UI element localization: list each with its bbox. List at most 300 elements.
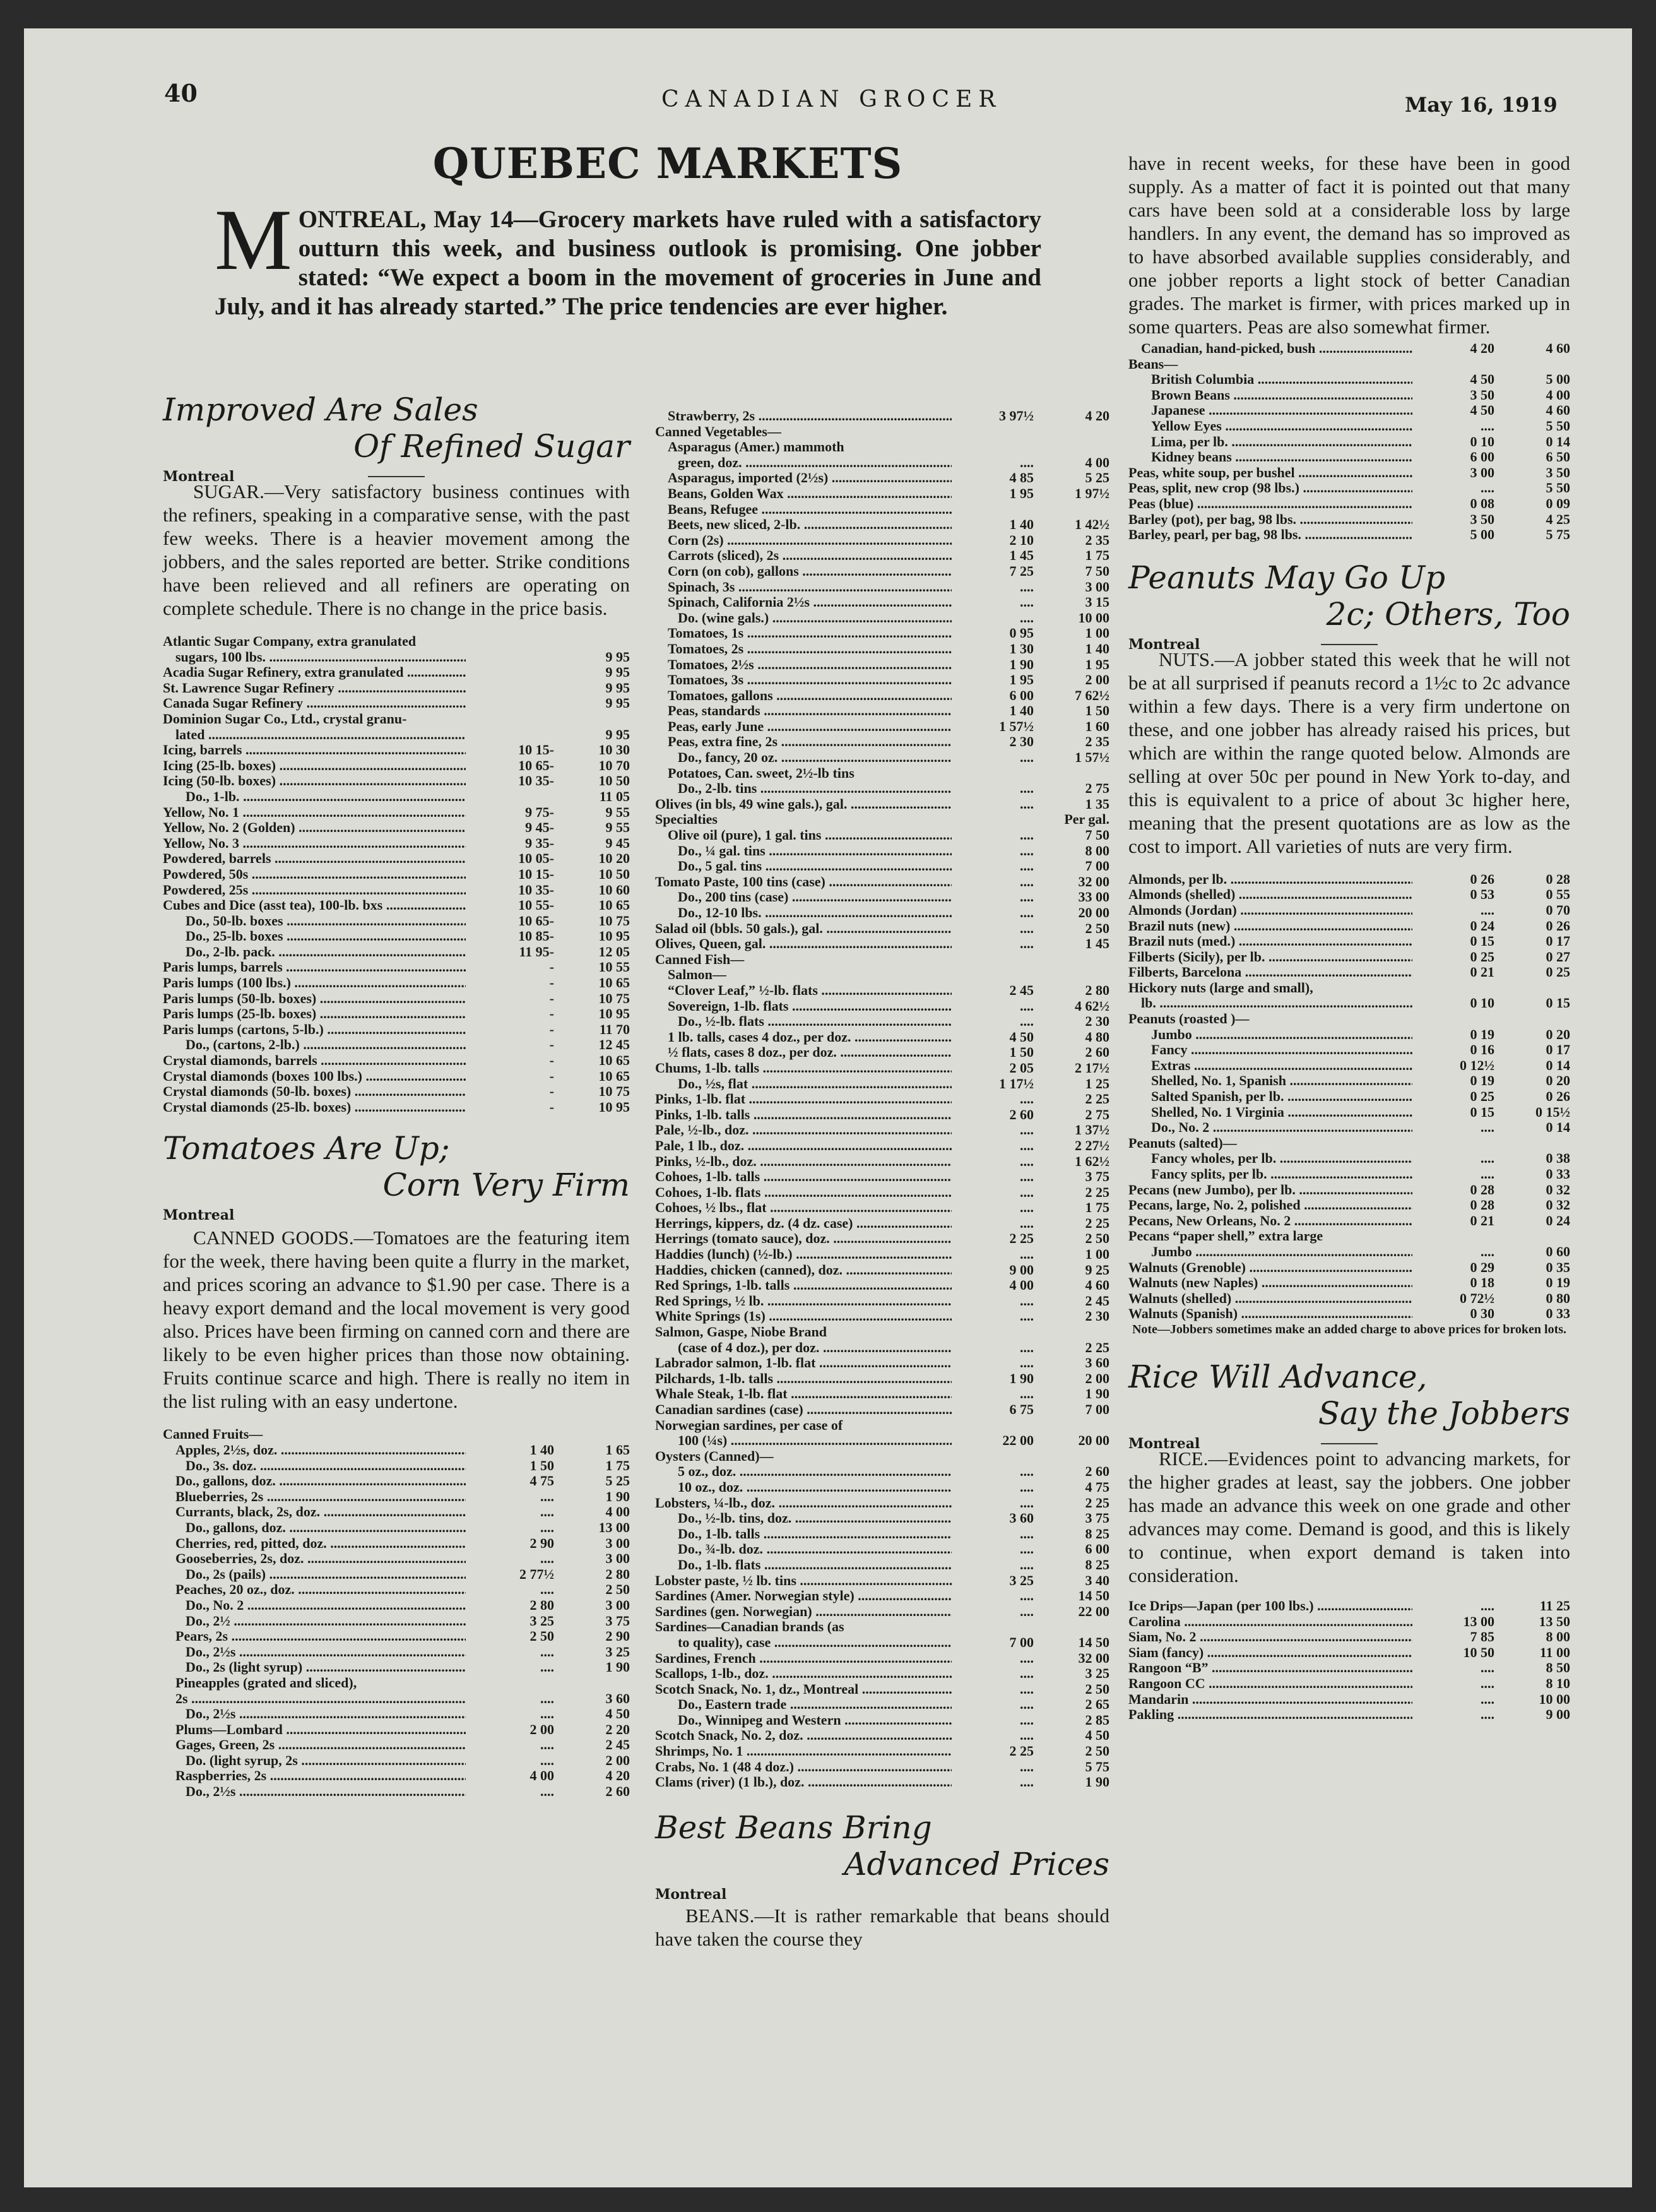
price-low: 10 65- — [518, 913, 554, 929]
price-high: 2 00 — [605, 1752, 630, 1768]
price-row — [163, 960, 630, 975]
price-row — [655, 1216, 1109, 1232]
price-row — [1128, 887, 1570, 903]
price-high: 1 90 — [1085, 1775, 1109, 1790]
item-name: Do., 2½ ..... — [163, 1614, 466, 1629]
price-row — [163, 867, 630, 883]
item-name: Sardines, French ..... — [655, 1651, 952, 1667]
price-low: .... — [1020, 1650, 1034, 1666]
price-low: .... — [540, 1582, 554, 1598]
item-name: Do., 200 tins (case) ..... — [655, 889, 952, 905]
price-low: .... — [1020, 1542, 1034, 1557]
price-high: 0 33 — [1546, 1306, 1570, 1322]
item-name: Beets, new sliced, 2-lb. ..... — [655, 517, 952, 533]
price-low: .... — [540, 1660, 554, 1675]
price-low: 0 30 — [1470, 1306, 1494, 1322]
price-high: 2 30 — [1085, 1309, 1109, 1324]
price-row — [655, 1386, 1109, 1402]
price-row — [655, 859, 1109, 874]
price-low: 7 00 — [1009, 1634, 1034, 1650]
price-high: 1 90 — [1085, 1386, 1109, 1402]
price-low: 9 75- — [525, 804, 554, 820]
price-row — [655, 1107, 1109, 1123]
price-low: .... — [1020, 796, 1034, 812]
price-row — [1128, 372, 1570, 388]
price-row — [655, 1247, 1109, 1263]
item-name: Do., 5 gal. tins ..... — [655, 859, 952, 874]
item-name: Herrings, kippers, dz. (4 dz. case) ..... — [655, 1216, 952, 1232]
price-row — [163, 1536, 630, 1552]
item-name: Canned Fish— — [655, 951, 745, 967]
price-high: 3 00 — [605, 1551, 630, 1567]
item-name: Do., 1-lb. flats ..... — [655, 1557, 952, 1573]
price-high: 9 45 — [605, 835, 630, 851]
item-name: 1 lb. talls, cases 4 doz., per doz. ..... — [655, 1030, 952, 1045]
price-high — [1034, 967, 1109, 983]
rice-text: Evidences point to advancing markets, for the higher grades at least, say the jobbers. One jobber has made an advance this week on one grade and other advances may come. Demand is good, and this is likely to continue, when export demand is taken into consideration. — [1128, 1447, 1570, 1586]
item-name: Canadian, hand-picked, bush ..... — [1128, 341, 1412, 357]
item-name: Salmon, Gaspe, Niobe Brand — [655, 1324, 827, 1340]
nuts-price-table — [1128, 872, 1570, 1322]
price-row — [1128, 388, 1570, 403]
price-high: 8 10 — [1546, 1675, 1570, 1691]
price-row — [163, 1069, 630, 1085]
price-low: 0 53 — [1470, 887, 1494, 903]
item-name: Atlantic Sugar Company, extra granulated — [163, 634, 417, 649]
item-name: Ice Drips—Japan (per 100 lbs.) ..... — [1128, 1598, 1412, 1614]
price-high: 1 42½ — [1075, 517, 1109, 533]
price-low: 0 72½ — [1460, 1290, 1494, 1306]
price-low: 1 30 — [1009, 641, 1034, 657]
price-low: 1 90 — [1009, 1371, 1034, 1386]
item-name: Beans, Refugee ..... — [655, 502, 952, 518]
item-name: Filberts, Barcelona ..... — [1128, 965, 1412, 980]
item-name: Cherries, red, pitted, doz. ..... — [163, 1536, 466, 1552]
canned-heading-line2: Corn Very Firm — [382, 1167, 630, 1204]
price-high: 4 62½ — [1075, 998, 1109, 1014]
item-name: Do., 50-lb. boxes ..... — [163, 913, 466, 929]
price-row — [163, 711, 630, 727]
price-row — [163, 883, 630, 898]
price-high: 2 00 — [1085, 672, 1109, 688]
price-row — [655, 1045, 1109, 1061]
item-name: Do., No. 2 ..... — [1128, 1120, 1412, 1136]
price-low: .... — [540, 1519, 554, 1535]
price-row — [655, 936, 1109, 952]
price-low: 4 00 — [529, 1768, 554, 1784]
price-low: 2 00 — [529, 1721, 554, 1737]
price-low: 0 19 — [1470, 1026, 1494, 1042]
rice-price-table — [1128, 1598, 1570, 1723]
item-name: Do., No. 2 ..... — [163, 1598, 466, 1614]
price-high: 1 60 — [1085, 718, 1109, 734]
price-row — [655, 1200, 1109, 1216]
price-low: 0 15 — [1470, 1104, 1494, 1120]
item-name: lated ..... — [163, 727, 466, 743]
price-low: 0 95 — [1009, 626, 1034, 641]
price-low: 4 75 — [529, 1473, 554, 1489]
price-row — [655, 1355, 1109, 1371]
price-row — [1128, 403, 1570, 419]
item-name: Do., 2s (pails) ..... — [163, 1567, 466, 1583]
item-name: Walnuts (Spanish) ..... — [1128, 1306, 1412, 1322]
price-low: .... — [1020, 1293, 1034, 1309]
price-high: 2 50 — [1085, 1744, 1109, 1759]
item-name: 2s ..... — [163, 1691, 466, 1707]
item-name: Almonds (Jordan) ..... — [1128, 903, 1412, 919]
price-row — [655, 517, 1109, 533]
price-high: 0 20 — [1546, 1026, 1570, 1042]
price-row — [655, 1557, 1109, 1573]
price-row — [1128, 1244, 1570, 1260]
item-name: Do., ½-lb. flats ..... — [655, 1014, 952, 1030]
price-high: 7 00 — [1085, 859, 1109, 874]
price-row — [163, 1675, 630, 1691]
price-high: 2 45 — [605, 1737, 630, 1753]
item-name: Paris lumps (cartons, 5-lb.) ..... — [163, 1022, 466, 1038]
price-row — [163, 944, 630, 960]
price-low: 3 60 — [1009, 1511, 1034, 1526]
price-low: 1 40 — [529, 1442, 554, 1458]
price-low: 9 00 — [1009, 1262, 1034, 1278]
price-low: .... — [1020, 1697, 1034, 1713]
price-high: 3 60 — [1085, 1355, 1109, 1371]
price-low: 0 08 — [1470, 496, 1494, 511]
price-high: 2 50 — [1085, 920, 1109, 936]
item-name: Powdered, 50s ..... — [163, 867, 466, 883]
price-row — [655, 1371, 1109, 1387]
price-row — [163, 1427, 630, 1442]
price-low: 10 50 — [1463, 1644, 1494, 1660]
rice-heading-line2: Say the Jobbers — [1318, 1394, 1570, 1432]
price-row — [655, 595, 1109, 610]
item-name: Sardines (Amer. Norwegian style) ..... — [655, 1588, 952, 1604]
item-name: ½ flats, cases 8 doz., per doz. ..... — [655, 1045, 952, 1061]
item-name: Cubes and Dice (asst tea), 100-lb. bxs ..... — [163, 898, 466, 913]
price-high — [1034, 1619, 1109, 1635]
divider — [368, 476, 425, 477]
item-name: Fancy ..... — [1128, 1042, 1412, 1058]
price-high: 2 30 — [1085, 1014, 1109, 1030]
price-low: - — [549, 1006, 554, 1022]
item-name: Beans— — [1128, 356, 1178, 372]
price-high: 9 55 — [605, 804, 630, 820]
price-low — [952, 1324, 1034, 1340]
lead-text: ONTREAL, May 14—Grocery markets have ruled with a satisfactory outturn this week, and business outlook is promising. One jobber stated: “We expect a boom in the movement of groceries in June and July, and it has already started.” The price tendencies are ever higher. — [215, 206, 1041, 320]
item-name: Icing (25-lb. boxes) ..... — [163, 758, 466, 774]
price-low: 7 85 — [1470, 1629, 1494, 1645]
price-low — [952, 967, 1034, 983]
price-row — [163, 975, 630, 991]
item-name: Japanese ..... — [1128, 403, 1412, 419]
item-name: Do., ½s, flat ..... — [655, 1076, 952, 1092]
price-low: 4 50 — [1009, 1029, 1034, 1045]
canned-article — [163, 1226, 630, 1413]
price-low: 3 25 — [529, 1613, 554, 1629]
beans-article — [655, 1904, 1109, 1951]
price-row — [655, 455, 1109, 471]
price-low — [952, 502, 1034, 518]
price-high: 2 90 — [605, 1629, 630, 1644]
beans-label: BEANS.— — [685, 1904, 774, 1927]
price-row — [1128, 1228, 1570, 1244]
price-row — [163, 1660, 630, 1675]
price-row — [163, 913, 630, 929]
price-row — [163, 742, 630, 758]
price-low: 10 35- — [518, 882, 554, 898]
item-name: Salad oil (bbls. 50 gals.), gal. ..... — [655, 921, 952, 937]
item-name: Do., fancy, 20 oz. ..... — [655, 750, 952, 766]
price-low: - — [549, 1084, 554, 1100]
price-high: 8 00 — [1085, 843, 1109, 859]
price-row — [655, 1231, 1109, 1247]
price-low — [466, 681, 554, 696]
item-name: Hickory nuts (large and small), — [1128, 980, 1313, 996]
item-name: Paris lumps (50-lb. boxes) ..... — [163, 991, 466, 1007]
rice-label: RICE.— — [1159, 1447, 1228, 1470]
price-row — [655, 874, 1109, 890]
price-low: - — [549, 1068, 554, 1084]
price-low: .... — [1020, 1340, 1034, 1355]
price-low: - — [549, 1037, 554, 1053]
item-name: Tomatoes, gallons ..... — [655, 688, 952, 704]
price-low — [952, 1619, 1034, 1635]
item-name: Scallops, 1-lb., doz. ..... — [655, 1666, 952, 1682]
price-low: .... — [1020, 1215, 1034, 1231]
price-high: 3 00 — [1085, 579, 1109, 595]
price-low: .... — [1481, 480, 1494, 496]
price-low: .... — [1020, 998, 1034, 1014]
price-high: 8 25 — [1085, 1526, 1109, 1542]
item-name: Spinach, California 2½s ..... — [655, 595, 952, 610]
price-high: 2 80 — [1085, 982, 1109, 998]
price-high: 0 19 — [1546, 1275, 1570, 1291]
nuts-text: A jobber stated this week that he will not be at all surprised if peanuts record a 1½c to 2c advance within a few days. There is a very firm undertone on these, and one jobber has already raised his prices, but which are within the range quoted below. Almonds are selling at over 50c per pound in New York to-day, and this is equivalent to a price of about 3c higher here, meaning that the present quotations are as low as the cost to import. All varieties of nuts are very firm. — [1128, 648, 1570, 857]
canned-heading-line1: Tomatoes Are Up; — [163, 1130, 450, 1167]
item-name: Brown Beans ..... — [1128, 388, 1412, 403]
price-high: 10 00 — [1539, 1691, 1570, 1707]
price-high: 0 32 — [1546, 1182, 1570, 1198]
price-low: 2 25 — [1009, 1744, 1034, 1759]
item-name: Do., 2½s ..... — [163, 1644, 466, 1660]
price-row — [655, 1014, 1109, 1030]
price-low: .... — [1020, 1200, 1034, 1216]
price-high: 2 85 — [1085, 1712, 1109, 1728]
price-low: 2 77½ — [519, 1566, 554, 1582]
price-low: 2 25 — [1009, 1231, 1034, 1247]
price-high: 9 95 — [605, 649, 630, 665]
item-name: Pineapples (grated and sliced), — [175, 1675, 357, 1691]
column-1 — [163, 391, 630, 1800]
item-name: Icing (50-lb. boxes) ..... — [163, 773, 466, 789]
item-name: Do., 12-10 lbs. ..... — [655, 905, 952, 921]
price-row — [655, 1666, 1109, 1682]
price-row — [163, 1100, 630, 1115]
price-low: 10 65- — [518, 758, 554, 773]
price-low — [466, 711, 554, 727]
item-name: Haddies (lunch) (½-lb.) ..... — [655, 1247, 952, 1263]
item-name: Pecans (new Jumbo), per lb. ..... — [1128, 1182, 1412, 1198]
price-low: 2 45 — [1009, 982, 1034, 998]
price-low: .... — [1481, 1598, 1494, 1614]
price-high: 1 75 — [1085, 548, 1109, 564]
price-row — [163, 1706, 630, 1722]
price-low: .... — [1020, 1122, 1034, 1138]
price-row — [1128, 1707, 1570, 1723]
price-low: .... — [1020, 1588, 1034, 1604]
price-low: .... — [1020, 1775, 1034, 1790]
price-high: 2 17½ — [1075, 1060, 1109, 1076]
price-high: 3 40 — [1085, 1573, 1109, 1588]
price-high: 4 60 — [1085, 1278, 1109, 1293]
price-low: .... — [1481, 1120, 1494, 1136]
price-row — [655, 1526, 1109, 1542]
item-name: Crystal diamonds (25-lb. boxes) ..... — [163, 1100, 466, 1115]
item-name: Peanuts (roasted )— — [1128, 1011, 1250, 1027]
item-name: Olives (in bls, 49 wine gals.), gal. ..... — [655, 797, 952, 812]
price-row — [163, 1567, 630, 1583]
price-row — [1128, 1120, 1570, 1136]
price-low: 4 85 — [1009, 470, 1034, 486]
price-low: 2 10 — [1009, 532, 1034, 548]
price-row — [655, 1324, 1109, 1340]
price-row — [655, 1138, 1109, 1154]
price-high: 0 32 — [1546, 1198, 1570, 1213]
price-high — [1494, 1136, 1570, 1151]
item-name: Tomatoes, 2s ..... — [655, 641, 952, 657]
item-name: Do., (cartons, 2-lb.) ..... — [163, 1037, 466, 1053]
price-high: 9 00 — [1546, 1707, 1570, 1723]
item-name: (case of 4 doz.), per doz. ..... — [655, 1340, 952, 1356]
price-row — [1128, 1213, 1570, 1229]
price-high: 5 75 — [1085, 1759, 1109, 1775]
item-name: Specialties — [655, 812, 718, 828]
item-name: Sardines (gen. Norwegian) ..... — [655, 1604, 952, 1620]
price-high: 2 25 — [1085, 1091, 1109, 1107]
price-high: 1 00 — [1085, 626, 1109, 641]
price-low: .... — [1020, 455, 1034, 470]
price-high: 10 65 — [598, 975, 630, 991]
item-name: Chums, 1-lb. talls ..... — [655, 1061, 952, 1076]
item-name: Mandarin ..... — [1128, 1692, 1412, 1708]
price-row — [655, 1402, 1109, 1418]
price-high: 7 50 — [1085, 828, 1109, 843]
price-row — [163, 1737, 630, 1753]
price-low: .... — [1481, 1244, 1494, 1259]
price-row — [655, 952, 1109, 968]
price-low — [952, 1418, 1034, 1434]
canned-fruits-table — [163, 1427, 630, 1799]
price-high: 32 00 — [1078, 874, 1109, 889]
price-low: 6 00 — [1470, 449, 1494, 465]
item-name: Canned Vegetables— — [655, 424, 781, 439]
item-name: Peas, early June ..... — [655, 719, 952, 735]
drop-cap: M — [215, 191, 292, 288]
price-row — [1128, 965, 1570, 980]
price-low — [952, 1449, 1034, 1465]
price-row — [655, 626, 1109, 641]
price-low: .... — [1020, 1666, 1034, 1682]
item-name: Crystal diamonds (boxes 100 lbs.) ..... — [163, 1069, 466, 1085]
price-low: .... — [1020, 1759, 1034, 1775]
price-high — [554, 1675, 630, 1691]
canned-text: Tomatoes are the featuring item for the week, there having been quite a flurry in the market, and prices scoring an advance to $1.90 per case. There is a heavy export demand and the local movement is very good also. Prices have been firming on canned corn and there are likely to be even higher prices than those now obtaining. Fruits continue scarce and high. There is really no item in the list ruling with an easy undertone. — [163, 1227, 630, 1413]
rice-heading-line1: Rice Will Advance, — [1128, 1358, 1428, 1395]
price-row — [655, 703, 1109, 719]
price-low: - — [549, 1021, 554, 1037]
price-low: 11 95- — [519, 944, 554, 960]
price-row — [1128, 341, 1570, 357]
price-high: 10 65 — [598, 1053, 630, 1069]
item-name: Pakling ..... — [1128, 1707, 1412, 1723]
price-high: 4 25 — [1546, 511, 1570, 527]
price-row — [1128, 980, 1570, 996]
price-row — [655, 1511, 1109, 1526]
price-high: 2 60 — [1085, 1464, 1109, 1480]
item-name: Peas, extra fine, 2s ..... — [655, 734, 952, 750]
price-low — [466, 1427, 554, 1442]
item-name: Lima, per lb. ..... — [1128, 434, 1412, 450]
price-row — [163, 1084, 630, 1100]
price-high — [1494, 357, 1570, 372]
beans-heading-line1: Best Beans Bring — [655, 1809, 932, 1846]
item-name: Crabs, No. 1 (48 4 doz.) ..... — [655, 1759, 952, 1775]
price-row — [163, 898, 630, 913]
price-row — [1128, 1136, 1570, 1151]
price-high: 2 60 — [605, 1784, 630, 1800]
price-low: .... — [540, 1644, 554, 1660]
price-row — [1128, 934, 1570, 949]
price-low: .... — [1020, 1712, 1034, 1728]
item-name: Pilchards, 1-lb. talls ..... — [655, 1371, 952, 1387]
price-high — [1034, 1324, 1109, 1340]
price-low: 1 57½ — [999, 718, 1034, 734]
price-low — [1412, 1136, 1494, 1151]
price-row — [655, 734, 1109, 750]
price-high: 2 27½ — [1075, 1138, 1109, 1153]
price-high: 33 00 — [1078, 889, 1109, 905]
price-row — [655, 533, 1109, 549]
item-name: Peanuts (salted)— — [1128, 1135, 1237, 1151]
price-low: .... — [1020, 874, 1034, 889]
price-low: 1 95 — [1009, 672, 1034, 688]
item-name: Kidney beans ..... — [1128, 449, 1412, 465]
item-name: Currants, black, 2s, doz. ..... — [163, 1504, 466, 1520]
price-high: 22 00 — [1078, 1603, 1109, 1619]
item-name: Rangoon “B” ..... — [1128, 1660, 1412, 1676]
price-row — [655, 564, 1109, 580]
price-high: 3 00 — [605, 1597, 630, 1613]
price-low: 1 17½ — [999, 1076, 1034, 1091]
price-high: 0 55 — [1546, 887, 1570, 903]
price-high: 0 15½ — [1535, 1104, 1570, 1120]
item-name: Powdered, barrels ..... — [163, 851, 466, 867]
item-name: Peas, split, new crop (98 lbs.) ..... — [1128, 480, 1412, 496]
price-row — [655, 766, 1109, 782]
item-name: Peas, white soup, per bushel ..... — [1128, 465, 1412, 481]
price-low: 1 90 — [1009, 657, 1034, 672]
rice-article — [1128, 1447, 1570, 1587]
price-high: 0 35 — [1546, 1259, 1570, 1275]
price-low: 2 90 — [529, 1535, 554, 1551]
price-high: 2 80 — [605, 1566, 630, 1582]
price-row — [655, 1713, 1109, 1728]
price-high: 4 00 — [1546, 387, 1570, 403]
price-high: 0 28 — [1546, 871, 1570, 887]
price-high: 4 75 — [1085, 1479, 1109, 1495]
price-row — [163, 1784, 630, 1800]
price-high: 1 50 — [1085, 703, 1109, 719]
